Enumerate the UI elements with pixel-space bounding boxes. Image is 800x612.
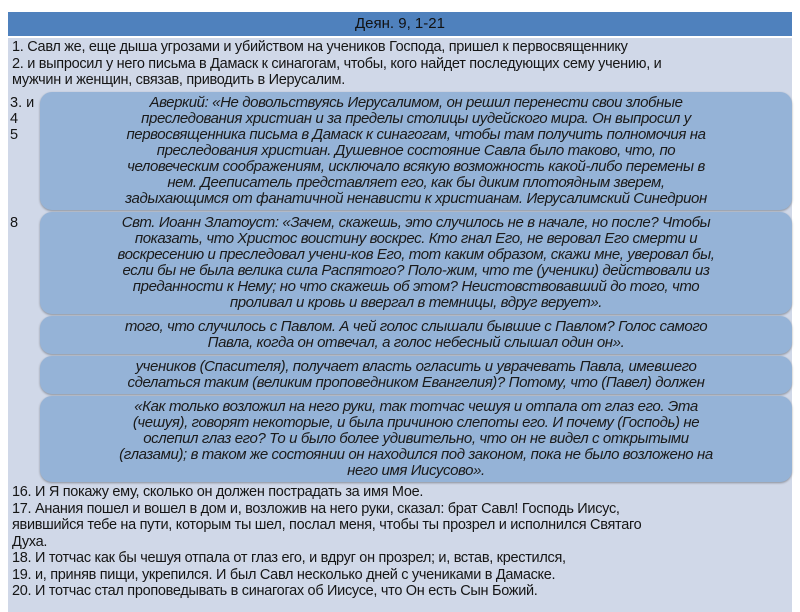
callout-averkiy [40, 92, 792, 210]
callout-line: (чешуя), говорят некоторые, и была причиною слепоты его. И почему (Господь) не [132, 414, 700, 431]
verse-18: 18. И тотчас как бы чешуя отпала от глаз его, и вдруг он прозрел; и, встав, крестился, [12, 550, 566, 566]
callout-line: учеников (Спасителя), получает власть огласить и уврачевать Павла, имевшего [135, 358, 697, 375]
callout-line: Павла, когда он отвечал, а голос небесный слышал один он». [207, 334, 625, 351]
callout-line: первосвященника письма в Дамаск к синагогам, чтобы там получить полномочия на [126, 126, 706, 143]
verse-17-cont: явившийся тебе на пути, которым ты шел, послал меня, чтобы ты прозрел и исполнился Святаго [12, 517, 642, 533]
callout-line: того, что случилось с Павлом. А чей голос слышали бывшие с Павлом? Голос самого [124, 318, 708, 335]
callout-zlatoust [40, 212, 792, 314]
callout-line: проливал и кровь и ввергал в темницы, вдруг верует». [229, 294, 603, 311]
callout-line: «Как только возложил на него руки, так тотчас чешуя и отпала от глаз его. Эта [134, 398, 698, 415]
verse-fragment: 4 [10, 111, 19, 127]
callout-line: сделаться таким (великим проповедником Евангелия)? Потому, что (Павел) должен [127, 374, 705, 391]
callout-line: Аверкий: «Не довольствуясь Иерусалимом, он решил перенести свои злобные [149, 94, 683, 111]
verse-19: 19. и, приняв пищи, укрепился. И был Савл несколько дней с учениками в Дамаске. [12, 566, 556, 583]
callout-line: нем. Дееписатель представляет его, как бы диким плотоядным зверем, [167, 174, 665, 191]
table-header-title: Деян. 9, 1-21 [8, 12, 792, 38]
callout-disciples [40, 356, 792, 394]
verse-17: 17. Анания пошел и вошел в дом и, возложив на него руки, сказал: брат Савл! Господь Иисус, [12, 500, 620, 517]
callout-line: человеческим соображениям, исключало всякую возможность какой-либо перемены в [127, 158, 705, 175]
verse-fragment: 8 [10, 215, 19, 231]
verse-1: 1. Савл же, еще дыша угрозами и убийством на учеников Господа, пришел к первосвященнику [12, 39, 628, 55]
callout-line: него имя Иисусово». [347, 462, 485, 479]
callout-line: (глазами); в таком же состоянии он находился под законом, пока не было возложено на [119, 446, 713, 463]
verse-20: 20. И тотчас стал проповедывать в синагогах об Иисусе, что Он есть Сын Божий. [12, 583, 538, 599]
verse-2: 2. и выпросил у него письма в Дамаск к синагогам, чтобы, кого найдет последующих сему учению, и [12, 55, 662, 72]
verse-2-cont: мужчин и женщин, связав, приводить в Иерусалим. [12, 72, 345, 88]
callout-line: Свт. Иоанн Златоуст: «Зачем, скажешь, это случилось не в начале, но после? Чтобы [121, 214, 711, 231]
callout-line: преследования христиан и за пределы столицы иудейского мира. Он выпросил у [141, 110, 691, 127]
callout-scales [40, 396, 792, 482]
callout-line: показать, что Христос воистину воскрес. Кто гнал Его, не веровал Его смерти и [134, 230, 698, 247]
callout-line: преданности к Нему; но что скажешь об этом? Неистовствовавший до того, что [132, 278, 700, 295]
callout-line: воскресению и преследовал учени-ков Его, тот каким образом, скажи мне, уверовал бы, [117, 246, 715, 263]
callout-line: ослепил глаз его? То и было более удивительно, что он не видел с открытыми [143, 430, 689, 447]
callout-line: задыхающимся от фанатичной ненависти к христианам. Иерусалимский Синедрион [125, 190, 707, 207]
verse-fragment: 3. и [10, 95, 35, 111]
verse-fragment: 5 [10, 127, 19, 143]
callout-line: преследования христиан. Душевное состояние Савла было таково, что, по [156, 142, 676, 159]
verse-16: 16. И Я покажу ему, сколько он должен пострадать за имя Мое. [12, 484, 424, 500]
verse-17-cont: Духа. [12, 533, 48, 550]
callout-line: если бы не была велика сила Распятого? Поло-жим, что те (ученики) действовали из [122, 262, 710, 279]
callout-voice [40, 316, 792, 354]
